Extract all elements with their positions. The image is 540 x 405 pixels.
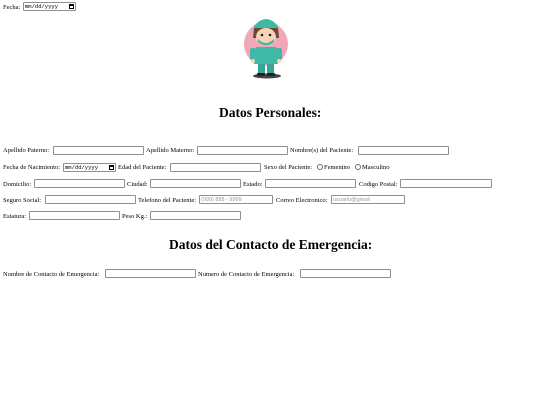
numero-contacto-input[interactable] [300,269,391,278]
codigo-postal-label: Codigo Postal: [359,181,398,188]
peso-label: Peso Kg.: [122,213,148,220]
telefono-label: Telefono del Paciente: [138,197,197,204]
numero-contacto-label: Numero de Contacto de Emergencia: [198,271,295,278]
fecha-nacimiento-placeholder: mm/dd/yyyy [65,164,99,171]
fecha-nacimiento-input[interactable] [63,163,116,172]
apellido-paterno-input[interactable] [53,146,144,155]
telefono-input[interactable] [199,195,273,204]
nurse-scrubs-top [254,47,278,64]
nombre-contacto-label: Nombre de Contacto de Emergencia: [3,271,100,278]
correo-input[interactable] [331,195,405,204]
masculino-label: Masculino [362,164,390,171]
personal-section-title: Datos Personales: [219,105,322,120]
fecha-date-input[interactable] [23,2,76,11]
estado-input[interactable] [265,179,356,188]
apellido-materno-label: Apellido Materno: [146,147,195,154]
nurse-illustration [236,10,298,80]
emergency-section-title: Datos del Contacto de Emergencia: [169,237,373,252]
estatura-input[interactable] [29,211,120,220]
domicilio-input[interactable] [34,179,125,188]
apellido-materno-input[interactable] [197,146,288,155]
fecha-date-placeholder: mm/dd/yyyy [25,3,59,10]
nombres-input[interactable] [358,146,449,155]
nurse-legs [258,64,265,74]
sexo-label: Sexo del Paciente: [264,164,313,171]
nurse-cap [254,19,278,28]
fecha-label: Fecha: [3,4,21,11]
apellido-paterno-label: Apellido Paterno: [3,147,50,154]
seguro-social-label: Seguro Social: [3,197,42,204]
codigo-postal-input[interactable] [400,179,492,188]
estatura-label: Estatura: [3,213,27,220]
estado-label: Estado: [243,181,263,188]
ciudad-label: Ciudad: [127,181,148,188]
nombres-label: Nombre(s) del Paciente: [290,147,354,154]
radio-masculino[interactable] [355,164,361,170]
fecha-nacimiento-label: Fecha de Nacimiento: [3,164,61,171]
calendar-icon[interactable] [69,4,74,9]
edad-label: Edad del Paciente: [118,164,167,171]
femenino-label: Femenino [324,164,350,171]
radio-femenino[interactable] [317,164,323,170]
edad-input[interactable] [170,163,261,172]
seguro-social-input[interactable] [45,195,136,204]
domicilio-label: Domicilio: [3,181,32,188]
correo-label: Correo Electronico: [276,197,328,204]
nombre-contacto-input[interactable] [105,269,196,278]
peso-input[interactable] [150,211,241,220]
ciudad-input[interactable] [150,179,241,188]
calendar-icon[interactable] [109,165,114,170]
